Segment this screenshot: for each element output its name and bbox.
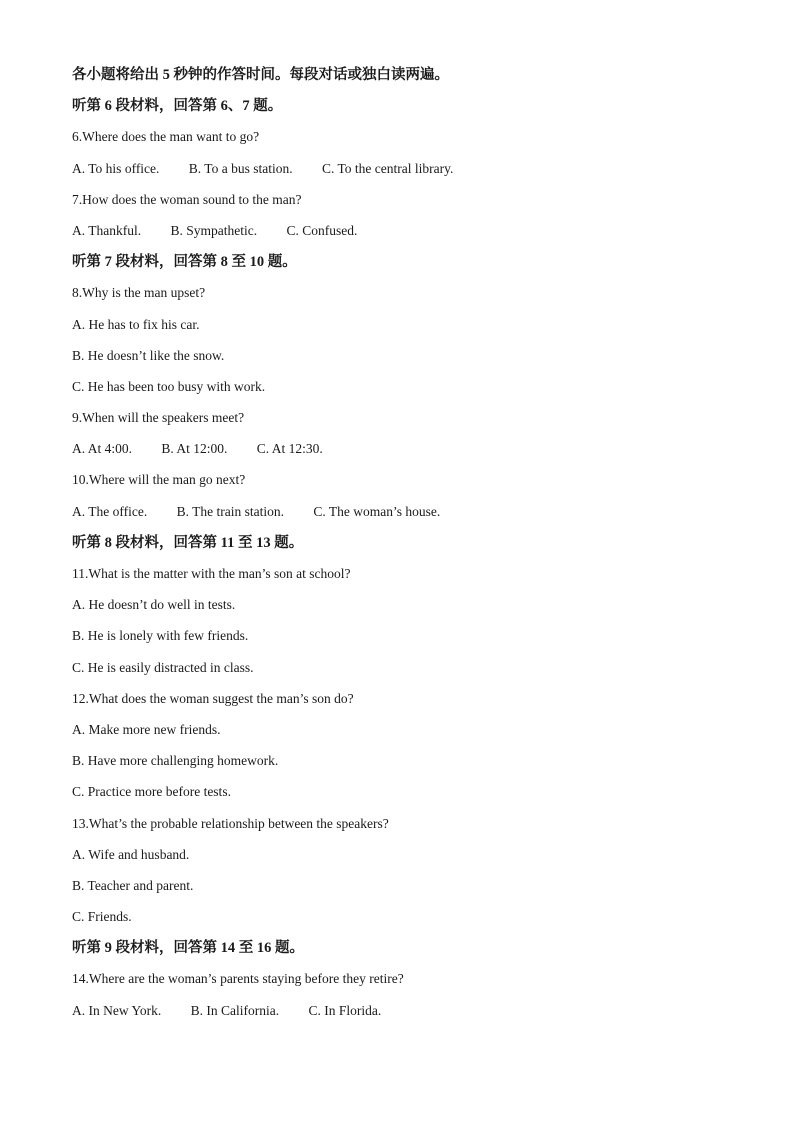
section-heading: 听第 6 段材料，回答第 6、7 题。: [72, 98, 283, 115]
option-a: A. Wife and husband.: [72, 846, 190, 862]
option-a: A. To his office.: [72, 160, 160, 176]
question-14: 14.Where are the woman’s parents staying before they retire?: [72, 971, 404, 987]
option-c: C. He is easily distracted in class.: [72, 659, 254, 675]
question-7: 7.How does the woman sound to the man?: [72, 191, 302, 207]
section-heading: 听第 8 段材料，回答第 11 至 13 题。: [72, 534, 304, 551]
option-c: C. He has been too busy with work.: [72, 378, 266, 394]
options-row: [72, 220, 732, 251]
option-b: B. At 12:00.: [161, 441, 228, 457]
option-c: C. To the central library.: [321, 160, 454, 176]
option-c: C. In Florida.: [308, 1002, 382, 1018]
option-a: A. Make more new friends.: [72, 721, 221, 737]
options-row: [72, 438, 732, 469]
option-c: C. At 12:30.: [256, 441, 323, 457]
question-8: 8.Why is the man upset?: [72, 285, 206, 301]
option-a: A. Thankful.: [72, 222, 142, 238]
option-b: B. Have more challenging homework.: [72, 753, 279, 769]
question-6: 6.Where does the man want to go?: [72, 129, 260, 145]
option-b: B. The train station.: [176, 503, 284, 519]
option-b: B. Sympathetic.: [170, 222, 258, 238]
option-b: B. To a bus station.: [188, 160, 293, 176]
option-b: B. In California.: [190, 1002, 280, 1018]
option-c: C. Confused.: [286, 222, 358, 238]
option-c: C. The woman’s house.: [313, 503, 441, 519]
question-12: 12.What does the woman suggest the man’s son do?: [72, 690, 354, 706]
question-11: 11.What is the matter with the man’s son at school?: [72, 566, 351, 581]
question-10: 10.Where will the man go next?: [72, 472, 246, 488]
exam-page: [72, 64, 732, 1031]
option-a: A. He has to fix his car.: [72, 316, 200, 332]
options-row: [72, 501, 732, 532]
section-heading: 听第 9 段材料，回答第 14 至 16 题。: [72, 940, 304, 957]
option-b: B. He doesn’t like the snow.: [72, 347, 225, 363]
option-b: B. Teacher and parent.: [72, 877, 194, 893]
intro-text: 各小题将给出 5 秒钟的作答时间。每段对话或独白读两遍。: [72, 67, 449, 83]
option-c: C. Practice more before tests.: [72, 784, 231, 800]
options-row: [72, 1000, 732, 1031]
question-13: 13.What’s the probable relationship between the speakers?: [72, 815, 389, 831]
options-row: [72, 158, 732, 189]
option-b: B. He is lonely with few friends.: [72, 628, 249, 644]
question-9: 9.When will the speakers meet?: [72, 410, 245, 426]
option-a: A. The office.: [72, 503, 148, 519]
option-a: A. At 4:00.: [72, 441, 133, 457]
option-a: A. In New York.: [72, 1002, 162, 1018]
option-c: C. Friends.: [72, 909, 132, 925]
option-a: A. He doesn’t do well in tests.: [72, 597, 236, 613]
section-heading: 听第 7 段材料，回答第 8 至 10 题。: [72, 254, 297, 271]
